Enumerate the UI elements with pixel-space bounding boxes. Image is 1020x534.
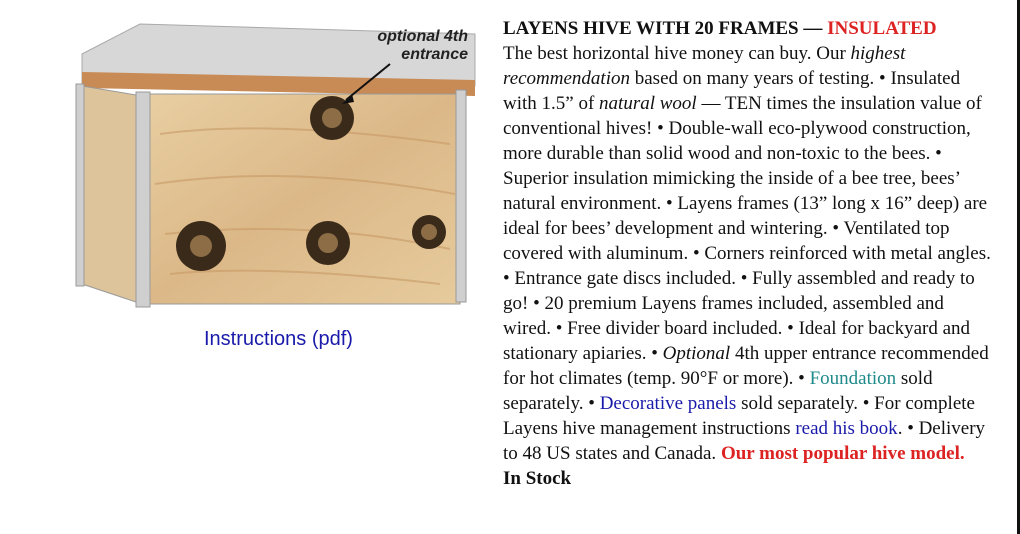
entrance-callout [368,28,468,64]
desc-part: The best horizontal hive money can buy. Our [503,43,851,64]
product-title: LAYENS HIVE WITH 20 FRAMES — [503,18,828,39]
desc-part: — TEN times the insulation value of conventional hives! • Double-wall eco-plywood construction, more durable than solid wood and non-toxic to the bees. • Superior insulation mimicking the inside of a bee tree, bees’ natural environment. • Layens frames (13” long x 16” deep) are ideal for bees’ development and wintering. • Ventilated top covered with aluminum. • Corners reinforced with metal angles. • Entrance gate discs included. • Fully assembled and ready to go! • 20 premium Layens frames included, assembled and wired. • Free divider board included. • Ideal for backyard and stationary apiaries. • [503,93,991,364]
insulated-label: INSULATED [827,18,937,39]
desc-part: sold separately. • [503,368,933,414]
read-book-link[interactable]: read his book [795,418,898,439]
desc-part: 4th upper entrance recommended for hot climates (temp. 90°F or more). • [503,343,989,389]
instructions-link[interactable]: Instructions (pdf) [204,328,353,350]
desc-part: based on many years of testing. • Insulated with 1.5” of [503,68,961,114]
callout-line2: entrance [401,46,468,63]
desc-part: sold separately. • For complete Layens hive management instructions [503,393,975,439]
desc-italic: Optional [662,343,731,364]
decorative-panels-link[interactable]: Decorative panels [599,393,737,414]
desc-italic: highest recommendation [503,43,906,89]
desc-italic: natural wool [599,93,697,114]
callout-line1: optional 4th [377,28,468,45]
foundation-link[interactable]: Foundation [809,368,897,389]
desc-part: . • Delivery to 48 US states and Canada. [503,418,986,464]
product-description [503,16,993,491]
stock-status: In Stock [503,468,572,489]
popular-label: Our most popular hive model. [720,443,965,464]
